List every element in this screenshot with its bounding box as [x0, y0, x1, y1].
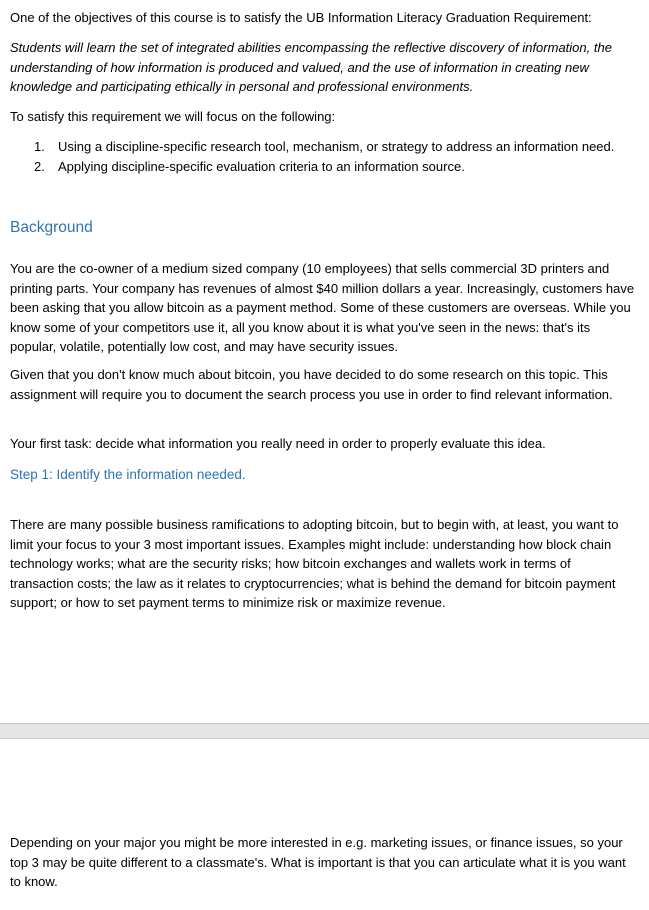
step1-heading: Step 1: Identify the information needed.: [10, 467, 246, 482]
requirement-lead: To satisfy this requirement we will focus on the following:: [10, 109, 336, 124]
list-item-text: Using a discipline-specific research tool, mechanism, or strategy to address an information need.: [58, 139, 615, 154]
list-number: 1.: [34, 139, 45, 154]
background-paragraph-2: Given that you don't know much about bitcoin, you have decided to do some research on this topic. This assignment will require you to document the search process you use in order to find relevant information.: [10, 367, 613, 402]
major-paragraph: Depending on your major you might be more interested in e.g. marketing issues, or finance issues, so your top 3 may be quite different to a classmate's. What is important is that you can articulate what it is you want to know.: [10, 835, 626, 889]
list-item: [10, 137, 640, 157]
intro-paragraph: One of the objectives of this course is to satisfy the UB Information Literacy Graduation Requirement:: [10, 10, 592, 25]
background-heading: Background: [10, 219, 93, 236]
list-item: [10, 157, 640, 177]
first-task-paragraph: Your first task: decide what information you really need in order to properly evaluate this idea.: [10, 436, 546, 451]
background-paragraph-1: You are the co-owner of a medium sized company (10 employees) that sells commercial 3D printers and printing parts. Your company has revenues of almost $40 million dollars a year. Increasingly, customers have been asking that you allow bitcoin as a payment method. Some of these customers are overseas. While you know some of your competitors use it, all you know about it is what you've seen in the news: that's its popular, volatile, potentially low cost, and may have security issues.: [10, 261, 635, 354]
requirement-quote: Students will learn the set of integrated abilities encompassing the reflective discovery of information, the understanding of how information is produced and valued, and the use of information in creating new knowledge and participating ethically in personal and professional environments.: [10, 40, 612, 94]
list-item-text: Applying discipline-specific evaluation criteria to an information source.: [58, 158, 465, 174]
requirement-list: [10, 137, 640, 176]
page-break: [0, 723, 649, 739]
list-number: 2.: [34, 158, 45, 174]
document-page-2: [0, 739, 649, 910]
step1-paragraph: There are many possible business ramifications to adopting bitcoin, but to begin with, at least, you want to limit your focus to your 3 most important issues. Examples might include: understanding how block chain technology works; what are the security risks; how bitcoin exchanges and wallets work in terms of transaction costs; the law as it relates to cryptocurrencies; what is behind the demand for bitcoin payment support; or how to set payment terms to minimize risk or maximize revenue.: [10, 517, 619, 610]
